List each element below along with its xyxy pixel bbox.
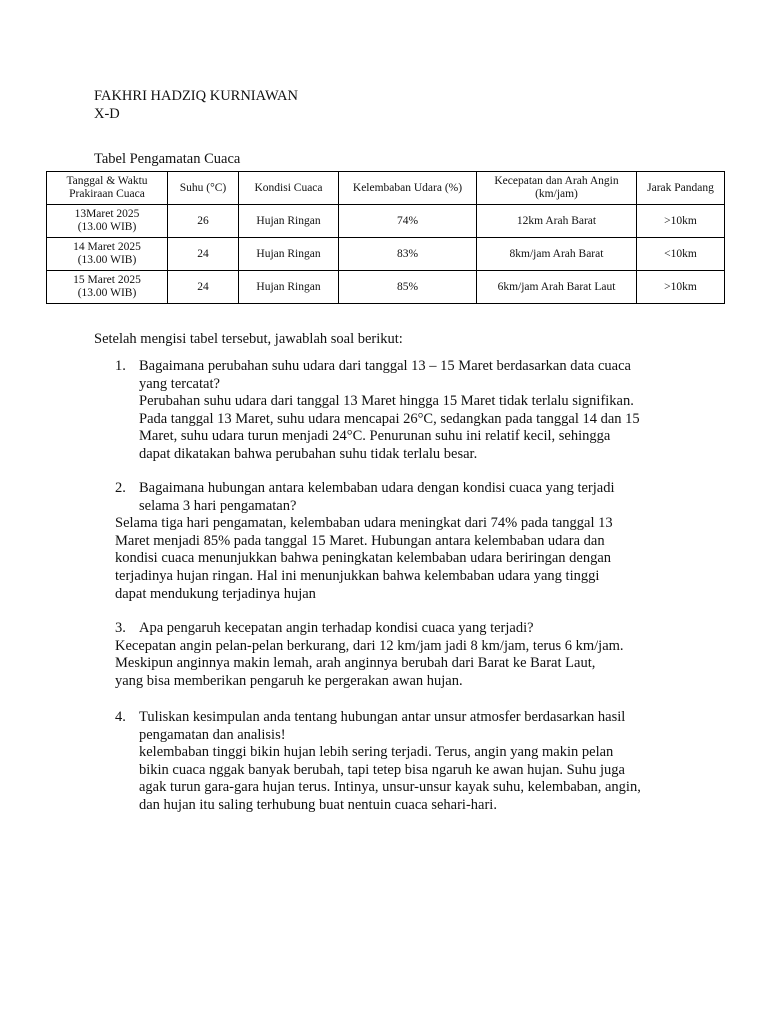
table-row <box>47 238 725 271</box>
question-number: 4. <box>115 709 126 725</box>
cell-wind: 8km/jam Arah Barat <box>477 238 637 271</box>
student-name: FAKHRI HADZIQ KURNIAWAN <box>94 88 298 104</box>
question-4 <box>115 709 641 815</box>
header-condition: Kondisi Cuaca <box>239 172 339 205</box>
header-wind: Kecepatan dan Arah Angin (km/jam) <box>477 172 637 205</box>
cell-wind: 6km/jam Arah Barat Laut <box>477 271 637 304</box>
cell-condition: Hujan Ringan <box>239 271 339 304</box>
question-1 <box>115 358 640 464</box>
cell-date: 14 Maret 2025 (13.00 WIB) <box>47 238 168 271</box>
cell-temperature: 24 <box>168 271 239 304</box>
cell-visibility: >10km <box>637 205 725 238</box>
question-number: 3. <box>115 620 126 636</box>
header-humidity: Kelembaban Udara (%) <box>339 172 477 205</box>
table-title: Tabel Pengamatan Cuaca <box>94 151 241 167</box>
question-text: Bagaimana perubahan suhu udara dari tanggal 13 – 15 Maret berdasarkan data cuaca yang tercatat? <box>139 358 631 392</box>
cell-visibility: >10km <box>637 271 725 304</box>
question-3 <box>115 620 624 690</box>
answer-text: kelembaban tinggi bikin hujan lebih sering terjadi. Terus, angin yang makin pelan bikin cuaca nggak banyak berubah, tapi tetep bisa ngaruh ke awan hujan. Suhu juga agak turun gara-gara hujan terus. Intinya, unsur-unsur kayak suhu, kelembaban, angin, dan hujan itu saling terhubung buat nentuin cuaca sehari-hari. <box>139 744 641 813</box>
answer-text: Kecepatan angin pelan-pelan berkurang, dari 12 km/jam jadi 8 km/jam, terus 6 km/jam. Meskipun anginnya makin lemah, arah anginnya berubah dari Barat ke Barat Laut, yang bisa memberikan pengaruh ke pergerakan awan hujan. <box>115 637 624 689</box>
instructions-text: Setelah mengisi tabel tersebut, jawablah soal berikut: <box>94 331 403 347</box>
cell-condition: Hujan Ringan <box>239 205 339 238</box>
question-text: Apa pengaruh kecepatan angin terhadap kondisi cuaca yang terjadi? <box>139 620 534 636</box>
answer-text: Selama tiga hari pengamatan, kelembaban udara meningkat dari 74% pada tanggal 13 Maret menjadi 85% pada tanggal 15 Maret. Hubungan antara kelembaban udara dan kondisi cuaca menunjukkan bahwa peningkatan kelembaban udara beriringan dengan terjadinya hujan ringan. Hal ini menunjukkan bahwa kelembaban udara yang tinggi dapat mendukung terjadinya hujan <box>115 515 613 602</box>
cell-humidity: 83% <box>339 238 477 271</box>
weather-table <box>46 171 725 304</box>
cell-date: 15 Maret 2025 (13.00 WIB) <box>47 271 168 304</box>
table-header-row <box>47 172 725 205</box>
question-number: 2. <box>115 480 126 496</box>
cell-wind: 12km Arah Barat <box>477 205 637 238</box>
header-visibility: Jarak Pandang <box>637 172 725 205</box>
question-2 <box>115 480 614 603</box>
cell-temperature: 26 <box>168 205 239 238</box>
table-row <box>47 205 725 238</box>
table-row <box>47 271 725 304</box>
cell-humidity: 85% <box>339 271 477 304</box>
question-text: Bagaimana hubungan antara kelembaban udara dengan kondisi cuaca yang terjadi selama 3 hari pengamatan? <box>139 480 615 514</box>
cell-condition: Hujan Ringan <box>239 238 339 271</box>
cell-visibility: <10km <box>637 238 725 271</box>
question-number: 1. <box>115 358 126 374</box>
header-temperature: Suhu (°C) <box>168 172 239 205</box>
answer-text: Perubahan suhu udara dari tanggal 13 Maret hingga 15 Maret tidak terlalu signifikan. Pada tanggal 13 Maret, suhu udara mencapai 26°C, sedangkan pada tanggal 14 dan 15 Maret, suhu udara turun menjadi 24°C. Penurunan suhu ini relatif kecil, sehingga dapat dikatakan bahwa perubahan suhu tidak terlalu besar. <box>139 393 640 462</box>
student-class: X-D <box>94 106 120 122</box>
cell-humidity: 74% <box>339 205 477 238</box>
question-text: Tuliskan kesimpulan anda tentang hubungan antar unsur atmosfer berdasarkan hasil pengamatan dan analisis! <box>139 709 626 743</box>
header-date: Tanggal & Waktu Prakiraan Cuaca <box>47 172 168 205</box>
cell-temperature: 24 <box>168 238 239 271</box>
cell-date: 13Maret 2025 (13.00 WIB) <box>47 205 168 238</box>
